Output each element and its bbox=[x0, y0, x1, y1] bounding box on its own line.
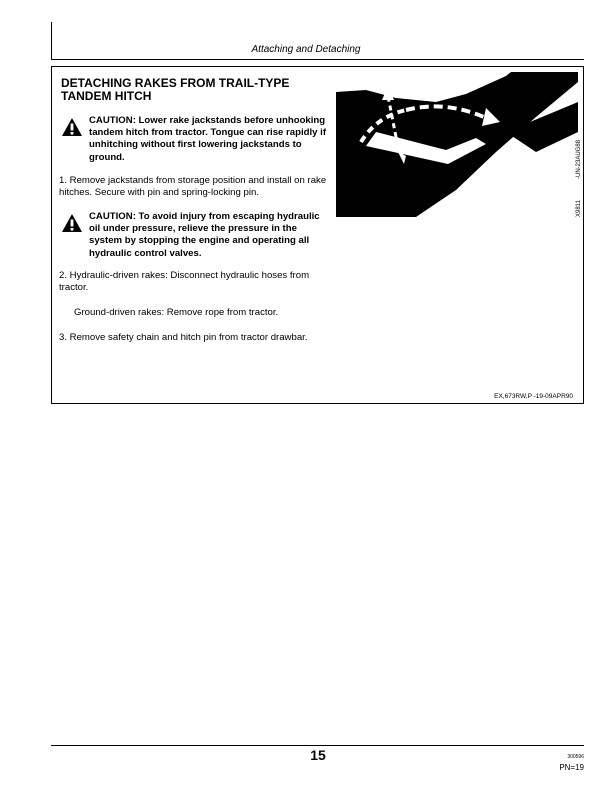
header-rule bbox=[51, 59, 584, 60]
caution-block-hydraulic bbox=[61, 211, 331, 260]
caution-block-jackstands bbox=[61, 115, 331, 164]
page-header: Attaching and Detaching bbox=[251, 44, 361, 55]
pn-number: PN=19 bbox=[559, 763, 584, 772]
caution-text: CAUTION: To avoid injury from escaping hydraulic oil under pressure, relieve the pressure in the system by stopping the engine and operating all hydraulic control valves. bbox=[89, 211, 320, 259]
warning-icon bbox=[61, 213, 83, 233]
step-3-text: 3. Remove safety chain and hitch pin from tractor drawbar. bbox=[59, 332, 308, 343]
content-box bbox=[51, 66, 584, 404]
box-reference-code: EX,673RW,P -19-09APR90 bbox=[494, 393, 573, 400]
section-title: DETACHING RAKES FROM TRAIL-TYPE TANDEM HITCH bbox=[61, 76, 290, 103]
step-1-text: 1. Remove jackstands from storage position and install on rake hitches. Secure with pin and spring-locking pin. bbox=[59, 175, 327, 199]
page-number: 15 bbox=[310, 747, 326, 763]
step-2-text: 2. Hydraulic-driven rakes: Disconnect hydraulic hoses from tractor. bbox=[59, 270, 310, 294]
illustration-code-left: X9811 bbox=[576, 200, 582, 217]
footer-rule bbox=[51, 745, 584, 746]
caution-text: CAUTION: Lower rake jackstands before unhooking tandem hitch from tractor. Tongue can rise rapidly if unhitching without first lowering jackstands to ground. bbox=[89, 115, 327, 163]
warning-icon bbox=[61, 117, 83, 137]
tongue-rise-illustration bbox=[336, 72, 578, 217]
illustration-code-right: -UN-23AUG88 bbox=[576, 139, 582, 179]
ground-driven-text: Ground-driven rakes: Remove rope from tractor. bbox=[74, 307, 279, 318]
document-code: 300596 bbox=[567, 754, 584, 760]
